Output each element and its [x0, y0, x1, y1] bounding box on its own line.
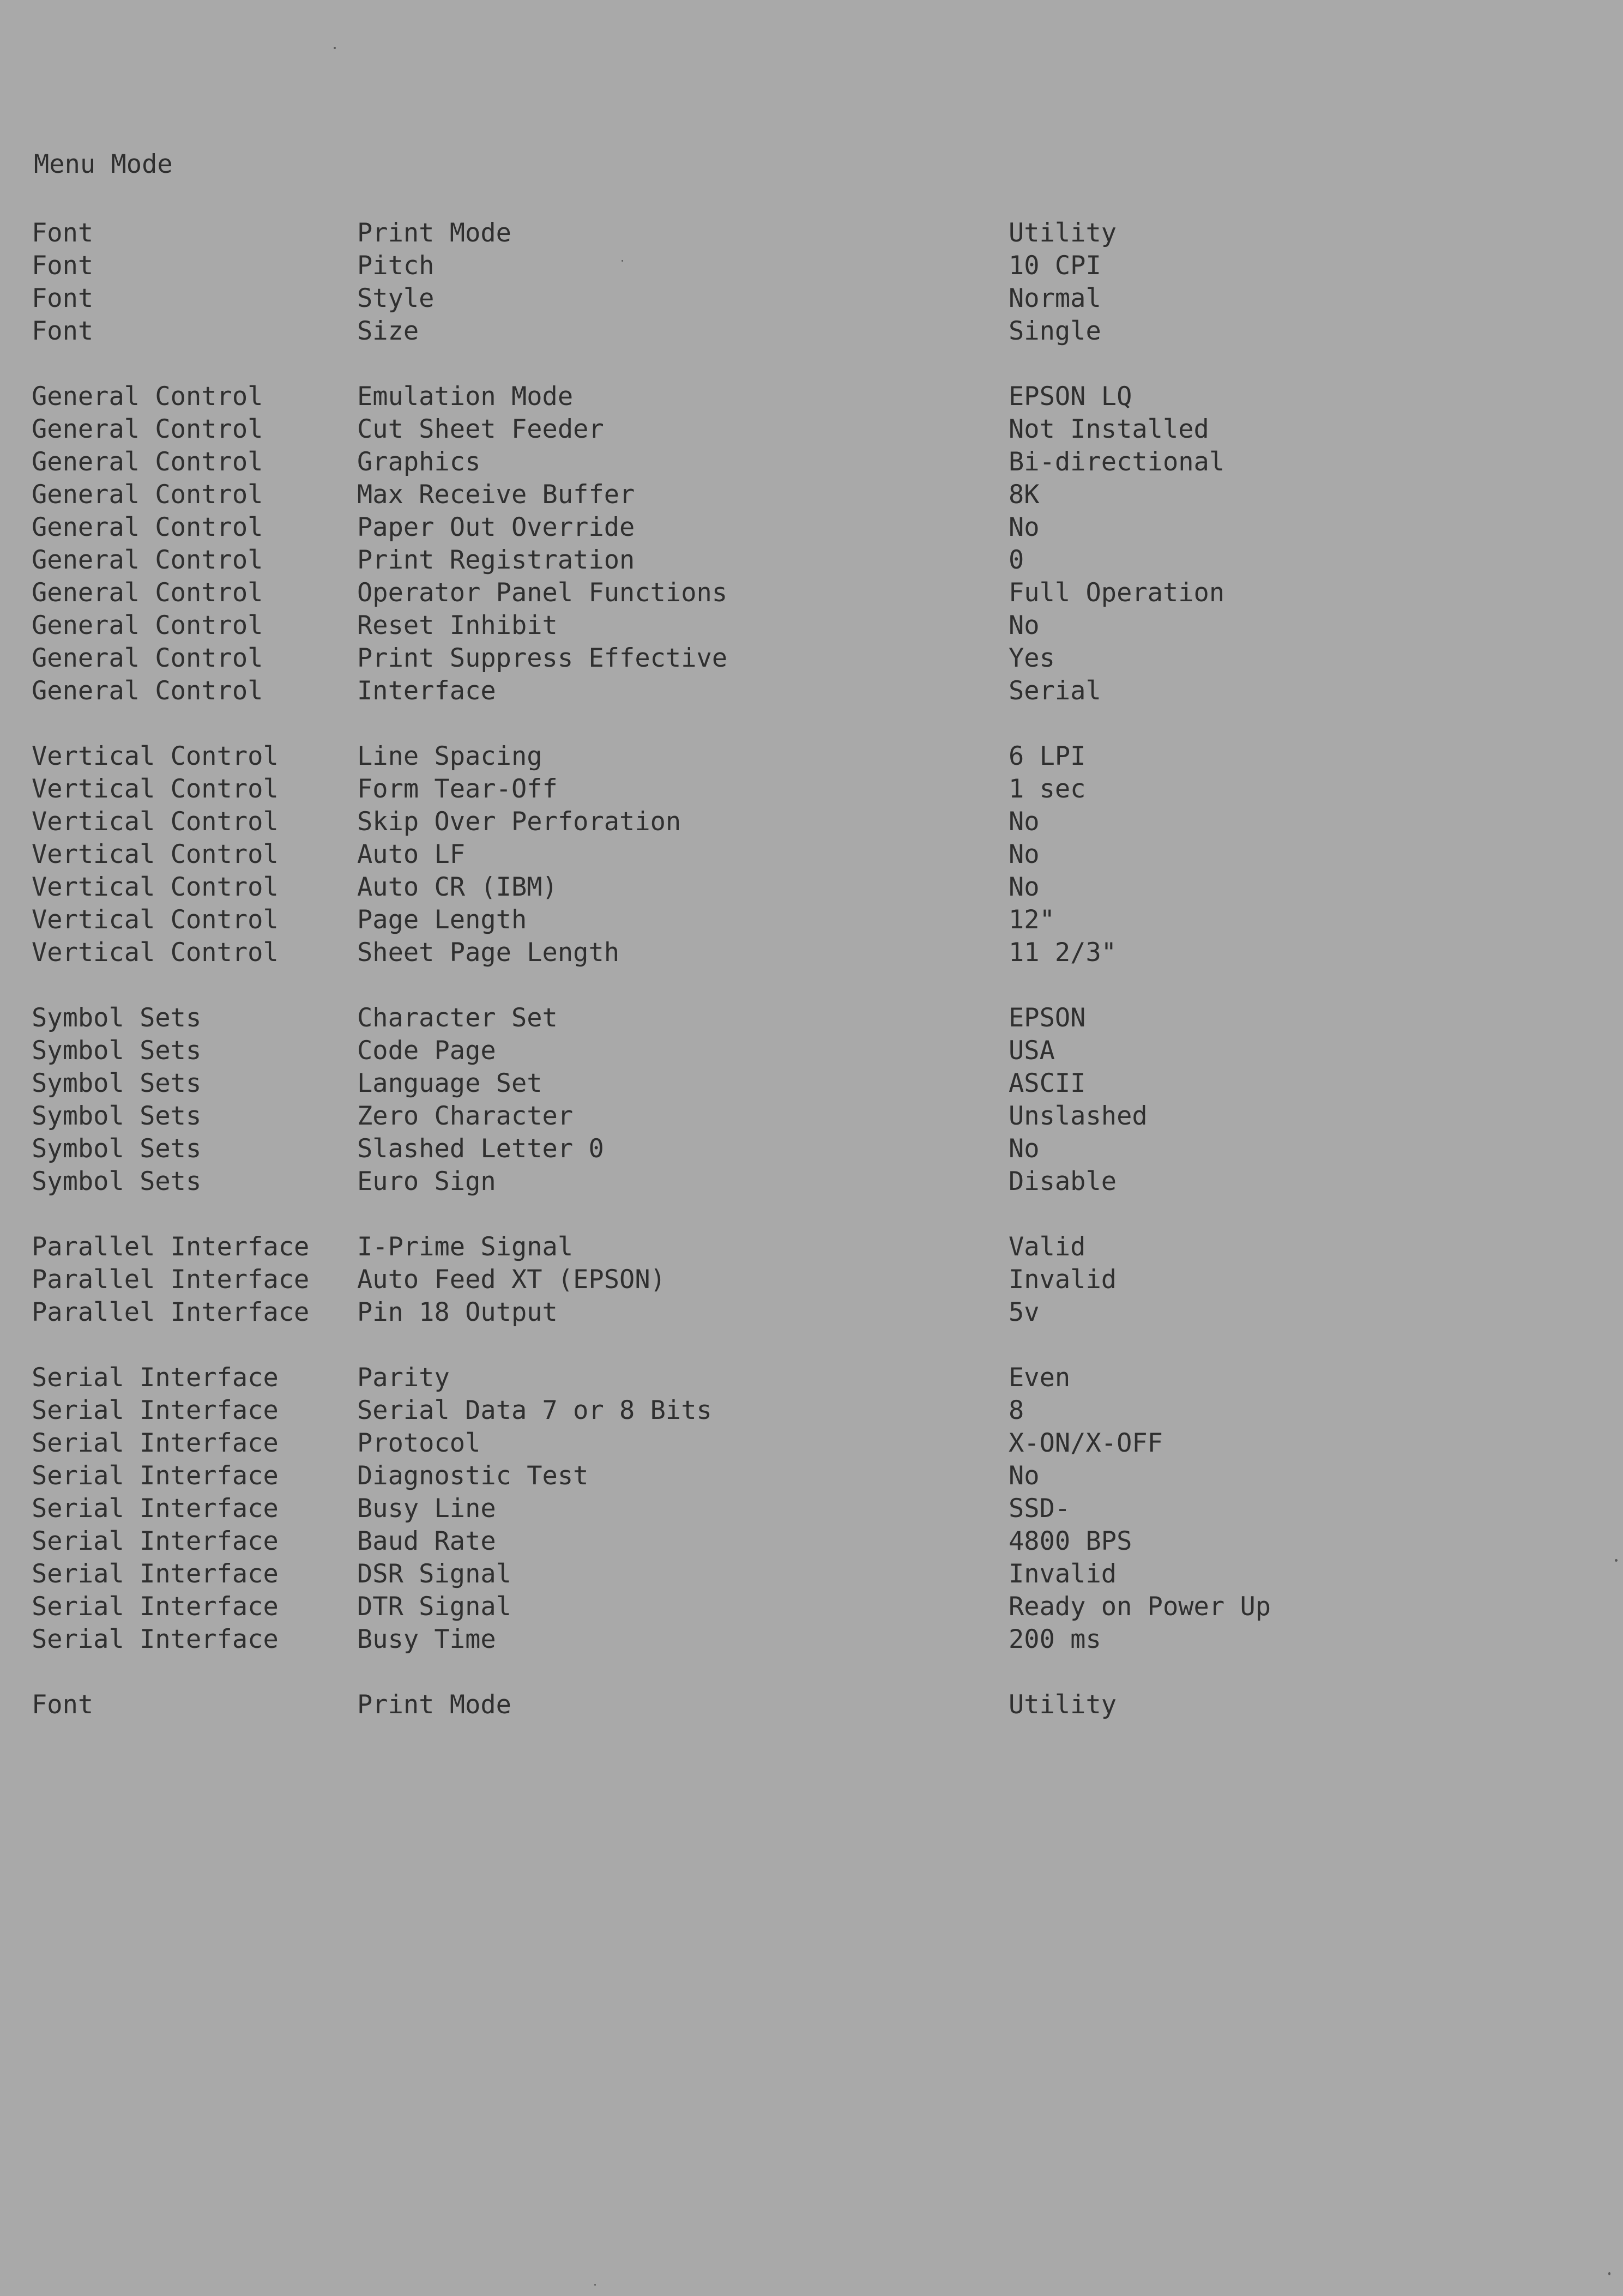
setting-row	[0, 838, 1623, 871]
setting-name: Interface	[357, 676, 496, 706]
setting-value: 11 2/3"	[1009, 938, 1117, 968]
setting-group: Symbol Sets	[32, 1167, 202, 1197]
setting-group: Serial Interface	[32, 1559, 279, 1589]
setting-group: Font	[32, 283, 94, 313]
page-title: Menu Mode	[34, 149, 173, 179]
setting-row	[0, 250, 1623, 282]
setting-group: Parallel Interface	[32, 1265, 310, 1295]
setting-name: Character Set	[357, 1003, 558, 1033]
setting-value: EPSON	[1009, 1003, 1086, 1033]
setting-group: General Control	[32, 676, 263, 706]
setting-value: 10 CPI	[1009, 251, 1101, 281]
setting-group: General Control	[32, 611, 263, 641]
setting-group: General Control	[32, 545, 263, 575]
setting-name: Pitch	[357, 251, 435, 281]
setting-name: Page Length	[357, 905, 527, 935]
setting-name: Auto Feed XT (EPSON)	[357, 1265, 666, 1295]
setting-row	[0, 1558, 1623, 1591]
scan-speck	[1615, 1559, 1618, 1562]
setting-value: No	[1009, 839, 1040, 869]
setting-name: DTR Signal	[357, 1592, 511, 1622]
setting-value: 1 sec	[1009, 774, 1086, 804]
setting-row	[0, 904, 1623, 936]
setting-row	[0, 773, 1623, 806]
setting-row	[0, 1035, 1623, 1067]
setting-row	[0, 1296, 1623, 1329]
setting-name: Auto LF	[357, 839, 466, 869]
setting-value: EPSON LQ	[1009, 382, 1132, 412]
setting-group: Parallel Interface	[32, 1232, 310, 1262]
setting-row	[0, 936, 1623, 969]
setting-group: Serial Interface	[32, 1592, 279, 1622]
setting-name: Print Registration	[357, 545, 635, 575]
setting-row	[0, 446, 1623, 479]
setting-group: Serial Interface	[32, 1395, 279, 1425]
setting-value: 12"	[1009, 905, 1055, 935]
setting-row	[0, 806, 1623, 838]
setting-value: ASCII	[1009, 1068, 1086, 1098]
setting-group: Serial Interface	[32, 1461, 279, 1491]
setting-name: Operator Panel Functions	[357, 578, 728, 608]
setting-name: Euro Sign	[357, 1167, 496, 1197]
setting-value: 6 LPI	[1009, 741, 1086, 771]
setting-row	[0, 1100, 1623, 1133]
menu-settings-listing	[0, 217, 1623, 1754]
setting-row	[0, 1362, 1623, 1394]
setting-row	[0, 1493, 1623, 1525]
setting-name: Skip Over Perforation	[357, 807, 681, 837]
setting-name: Pin 18 Output	[357, 1297, 558, 1327]
setting-row	[0, 217, 1623, 250]
setting-group: General Control	[32, 643, 263, 673]
setting-value: No	[1009, 512, 1040, 542]
setting-name: Parity	[357, 1363, 450, 1393]
setting-name: Size	[357, 316, 419, 346]
setting-value: 4800 BPS	[1009, 1526, 1132, 1556]
setting-group: Symbol Sets	[32, 1101, 202, 1131]
setting-group: Serial Interface	[32, 1526, 279, 1556]
setting-value: Unslashed	[1009, 1101, 1148, 1131]
setting-group: Symbol Sets	[32, 1068, 202, 1098]
setting-row	[0, 413, 1623, 446]
setting-name: Print Suppress Effective	[357, 643, 728, 673]
setting-value: No	[1009, 807, 1040, 837]
setting-group: General Control	[32, 578, 263, 608]
setting-row	[0, 1002, 1623, 1035]
setting-value: Utility	[1009, 218, 1117, 248]
setting-row	[0, 1623, 1623, 1656]
setting-value: No	[1009, 611, 1040, 641]
setting-row	[0, 1067, 1623, 1100]
setting-row	[0, 282, 1623, 315]
setting-group: Font	[32, 1690, 94, 1720]
setting-name: Baud Rate	[357, 1526, 496, 1556]
setting-value: SSD-	[1009, 1494, 1071, 1524]
setting-value: 5v	[1009, 1297, 1040, 1327]
setting-row	[0, 380, 1623, 413]
setting-group: Symbol Sets	[32, 1003, 202, 1033]
setting-row	[0, 511, 1623, 544]
setting-group: Vertical Control	[32, 774, 279, 804]
setting-name: Graphics	[357, 447, 481, 477]
setting-group: Vertical Control	[32, 872, 279, 902]
setting-value: 0	[1009, 545, 1024, 575]
setting-row	[0, 315, 1623, 348]
menu-section	[0, 1362, 1623, 1656]
setting-name: Paper Out Override	[357, 512, 635, 542]
setting-name: Cut Sheet Feeder	[357, 414, 604, 444]
setting-value: Invalid	[1009, 1559, 1117, 1589]
setting-name: Serial Data 7 or 8 Bits	[357, 1395, 712, 1425]
setting-name: Print Mode	[357, 1690, 511, 1720]
setting-group: Vertical Control	[32, 807, 279, 837]
setting-name: Style	[357, 283, 435, 313]
setting-group: Serial Interface	[32, 1494, 279, 1524]
setting-name: Line Spacing	[357, 741, 542, 771]
setting-row	[0, 544, 1623, 577]
setting-group: Serial Interface	[32, 1428, 279, 1458]
setting-name: Auto CR (IBM)	[357, 872, 558, 902]
setting-name: Busy Line	[357, 1494, 496, 1524]
setting-value: Utility	[1009, 1690, 1117, 1720]
setting-group: Symbol Sets	[32, 1134, 202, 1164]
setting-value: Ready on Power Up	[1009, 1592, 1271, 1622]
setting-name: Language Set	[357, 1068, 542, 1098]
setting-name: Busy Time	[357, 1624, 496, 1654]
setting-name: DSR Signal	[357, 1559, 511, 1589]
setting-group: General Control	[32, 447, 263, 477]
setting-value: Even	[1009, 1363, 1071, 1393]
setting-name: Sheet Page Length	[357, 938, 620, 968]
setting-row	[0, 1264, 1623, 1296]
setting-name: Slashed Letter 0	[357, 1134, 604, 1164]
setting-name: Form Tear-Off	[357, 774, 558, 804]
setting-value: No	[1009, 1461, 1040, 1491]
setting-row	[0, 1231, 1623, 1264]
setting-row	[0, 675, 1623, 708]
setting-row	[0, 1394, 1623, 1427]
setting-value: Yes	[1009, 643, 1055, 673]
setting-group: General Control	[32, 382, 263, 412]
setting-value: Disable	[1009, 1167, 1117, 1197]
setting-value: Bi-directional	[1009, 447, 1225, 477]
menu-section	[0, 1002, 1623, 1198]
setting-group: Serial Interface	[32, 1624, 279, 1654]
setting-row	[0, 871, 1623, 904]
scan-speck	[334, 47, 336, 49]
setting-row	[0, 1133, 1623, 1165]
setting-row	[0, 1591, 1623, 1623]
scan-speck	[594, 2284, 596, 2286]
setting-group: Vertical Control	[32, 839, 279, 869]
setting-group: Font	[32, 316, 94, 346]
setting-value: Full Operation	[1009, 578, 1225, 608]
setting-name: Emulation Mode	[357, 382, 574, 412]
menu-section	[0, 380, 1623, 708]
setting-group: Vertical Control	[32, 905, 279, 935]
setting-value: Invalid	[1009, 1265, 1117, 1295]
setting-value: 8K	[1009, 480, 1040, 510]
setting-group: Font	[32, 218, 94, 248]
setting-row	[0, 577, 1623, 609]
scan-speck	[622, 260, 623, 262]
setting-value: 8	[1009, 1395, 1024, 1425]
setting-row	[0, 740, 1623, 773]
setting-name: Max Receive Buffer	[357, 480, 635, 510]
setting-group: Symbol Sets	[32, 1036, 202, 1066]
setting-row	[0, 1525, 1623, 1558]
setting-row	[0, 1165, 1623, 1198]
setting-group: Vertical Control	[32, 938, 279, 968]
setting-row	[0, 1460, 1623, 1493]
setting-value: Single	[1009, 316, 1101, 346]
setting-row	[0, 642, 1623, 675]
setting-group: Parallel Interface	[32, 1297, 310, 1327]
setting-name: Zero Character	[357, 1101, 574, 1131]
setting-group: General Control	[32, 480, 263, 510]
setting-name: Print Mode	[357, 218, 511, 248]
setting-value: Serial	[1009, 676, 1101, 706]
setting-value: USA	[1009, 1036, 1055, 1066]
setting-value: No	[1009, 1134, 1040, 1164]
setting-value: X-ON/X-OFF	[1009, 1428, 1163, 1458]
setting-row	[0, 1427, 1623, 1460]
setting-row	[0, 609, 1623, 642]
setting-name: Protocol	[357, 1428, 481, 1458]
setting-group: Vertical Control	[32, 741, 279, 771]
menu-section	[0, 1231, 1623, 1329]
setting-value: No	[1009, 872, 1040, 902]
menu-section	[0, 217, 1623, 348]
setting-value: Normal	[1009, 283, 1101, 313]
scan-speck	[1608, 2272, 1610, 2275]
setting-name: Reset Inhibit	[357, 611, 558, 641]
setting-value: 200 ms	[1009, 1624, 1101, 1654]
menu-section	[0, 740, 1623, 969]
setting-row	[0, 1689, 1623, 1721]
setting-group: Font	[32, 251, 94, 281]
setting-group: Serial Interface	[32, 1363, 279, 1393]
setting-group: General Control	[32, 414, 263, 444]
menu-section	[0, 1689, 1623, 1721]
setting-name: Diagnostic Test	[357, 1461, 589, 1491]
setting-group: General Control	[32, 512, 263, 542]
setting-row	[0, 479, 1623, 511]
setting-value: Not Installed	[1009, 414, 1209, 444]
setting-name: Code Page	[357, 1036, 496, 1066]
setting-value: Valid	[1009, 1232, 1086, 1262]
setting-name: I-Prime Signal	[357, 1232, 574, 1262]
